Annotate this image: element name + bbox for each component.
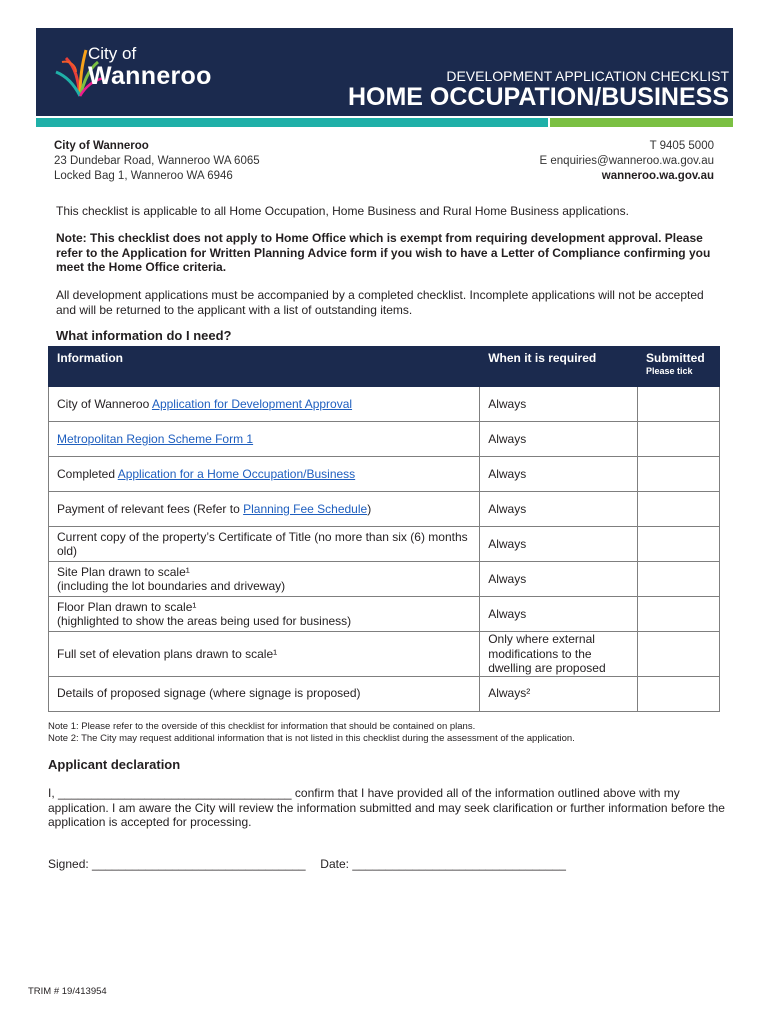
row-info-text: Details of proposed signage (where signage is proposed) — [57, 686, 361, 701]
row-when-required: Always — [480, 597, 638, 632]
row-information — [49, 597, 480, 632]
row-info-text: Site Plan drawn to scale¹ (including the lot boundaries and driveway) — [57, 564, 286, 593]
row-when-required: Always — [480, 422, 638, 457]
footnotes — [48, 721, 575, 745]
table-row — [49, 632, 720, 677]
table-row — [49, 562, 720, 597]
document-subtitle: DEVELOPMENT APPLICATION CHECKLIST — [446, 68, 729, 84]
row-submitted-checkbox[interactable] — [638, 562, 720, 597]
row-information — [49, 492, 480, 527]
row-when-required: Always — [480, 492, 638, 527]
address-line-1: 23 Dundebar Road, Wanneroo WA 6065 — [54, 155, 260, 167]
logo-text-big: Wanneroo — [88, 62, 212, 90]
row-submitted-checkbox[interactable] — [638, 527, 720, 562]
footnote-1: Note 1: Please refer to the overside of this checklist for information that should be contained on plans. — [48, 721, 476, 732]
header-submitted — [638, 347, 720, 387]
header-when-required: When it is required — [480, 347, 638, 387]
table-row — [49, 676, 720, 711]
table-row — [49, 387, 720, 422]
section-title: What information do I need? — [56, 328, 232, 343]
row-info-text: Floor Plan drawn to scale¹ (highlighted to show the areas being used for business) — [57, 599, 352, 628]
row-when-required: Only where external modifications to the dwelling are proposed — [480, 632, 638, 677]
row-info-text: Full set of elevation plans drawn to scale¹ — [57, 646, 278, 661]
row-information — [49, 527, 480, 562]
declaration-text: I, ___________________________________ confirm that I have provided all of the information outlined above with my application. I am aware the City will review the information submitted and may seek clarification or further information before the application is accepted for processing. — [48, 786, 725, 829]
address-line-2: Locked Bag 1, Wanneroo WA 6946 — [54, 170, 233, 182]
footnote-2: Note 2: The City may request additional information that is not listed in this checklist during the assessment of the application. — [48, 733, 575, 744]
row-info-text: Payment of relevant fees (Refer to — [57, 501, 244, 516]
table-row — [49, 422, 720, 457]
requirement-text: All development applications must be accompanied by a completed checklist. Incomplete applications will not be accepted and will be returned to the applicant with a list of outstanding items. — [56, 288, 704, 317]
table-row — [49, 597, 720, 632]
address-name: City of Wanneroo — [54, 140, 149, 152]
table-row — [49, 457, 720, 492]
row-info-link[interactable]: Application for Development Approval — [151, 396, 353, 411]
row-submitted-checkbox[interactable] — [638, 676, 720, 711]
row-submitted-checkbox[interactable] — [638, 387, 720, 422]
logo-text-small: City of — [88, 44, 137, 63]
table-header-row — [49, 347, 720, 387]
header-please-tick: Please tick — [646, 366, 693, 376]
header-information: Information — [49, 347, 480, 387]
table-row — [49, 527, 720, 562]
row-information — [49, 387, 480, 422]
row-information — [49, 457, 480, 492]
teal-divider — [36, 118, 548, 127]
green-divider — [550, 118, 733, 127]
date-field[interactable]: Date: ________________________________ — [320, 857, 566, 871]
row-information — [49, 632, 480, 677]
row-info-link[interactable]: Metropolitan Region Scheme Form 1 — [57, 431, 254, 446]
declaration-title: Applicant declaration — [48, 757, 181, 772]
row-info-text: Current copy of the property’s Certificate of Title (no more than six (6) months old) — [57, 529, 468, 558]
row-submitted-checkbox[interactable] — [638, 632, 720, 677]
document-title: HOME OCCUPATION/BUSINESS — [347, 83, 729, 111]
contact-phone: T 9405 5000 — [649, 140, 714, 152]
row-submitted-checkbox[interactable] — [638, 457, 720, 492]
row-info-link[interactable]: Application for a Home Occupation/Business — [117, 466, 356, 481]
checklist-table — [48, 346, 720, 712]
header-banner — [36, 28, 733, 116]
row-information — [49, 422, 480, 457]
trim-number: TRIM # 19/413954 — [28, 986, 107, 997]
row-info-suffix: ) — [367, 501, 372, 516]
address-block — [54, 139, 260, 184]
row-when-required: Always — [480, 457, 638, 492]
signature-line — [48, 857, 728, 872]
row-when-required: Always — [480, 527, 638, 562]
note-text: Note: This checklist does not apply to Home Office which is exempt from requiring development approval. Please refer to the Application for Written Planning Advice form if you wish to have a Letter of Compliance confirming you meet the Home Office criteria. — [56, 231, 711, 274]
row-submitted-checkbox[interactable] — [638, 597, 720, 632]
row-submitted-checkbox[interactable] — [638, 492, 720, 527]
row-when-required: Always² — [480, 676, 638, 711]
row-info-text: Completed — [57, 466, 118, 481]
row-info-text: City of Wanneroo — [57, 396, 152, 411]
row-information — [49, 562, 480, 597]
signed-field[interactable]: Signed: ________________________________ — [48, 857, 306, 871]
row-when-required: Always — [480, 562, 638, 597]
table-row — [49, 492, 720, 527]
contact-website[interactable]: wanneroo.wa.gov.au — [601, 170, 714, 182]
contact-email[interactable]: E enquiries@wanneroo.wa.gov.au — [539, 155, 714, 167]
row-information — [49, 676, 480, 711]
intro-text: This checklist is applicable to all Home Occupation, Home Business and Rural Home Business applications. — [56, 204, 629, 218]
header-submitted-label: Submitted — [646, 351, 705, 365]
row-when-required: Always — [480, 387, 638, 422]
row-info-link[interactable]: Planning Fee Schedule — [243, 501, 368, 516]
contact-block — [540, 139, 714, 184]
row-submitted-checkbox[interactable] — [638, 422, 720, 457]
